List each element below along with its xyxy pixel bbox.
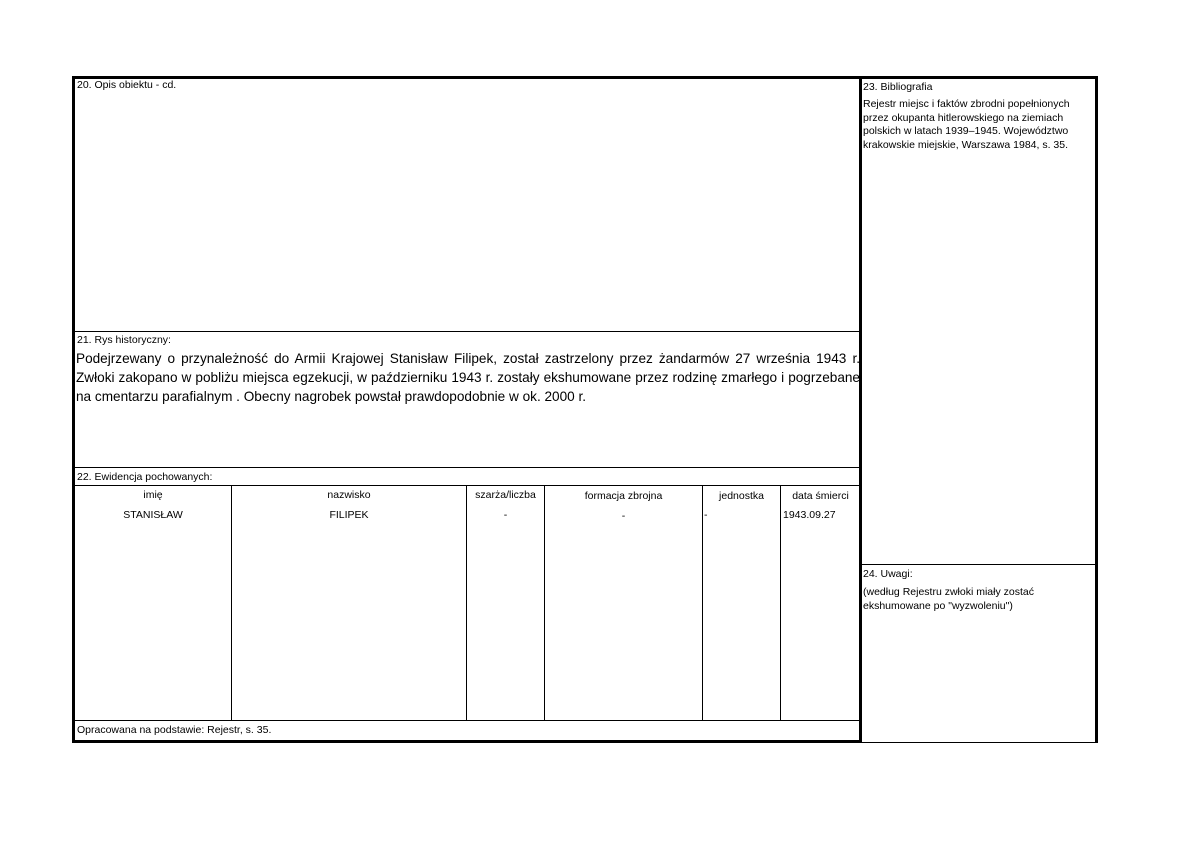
table-row-jednostka: - [704, 509, 708, 521]
table-row-imie: STANISŁAW [123, 509, 183, 521]
opis-label: 20. Opis obiektu - cd. [77, 79, 177, 91]
frame-bottom-border-left [72, 740, 862, 743]
uwagi-text: (według Rejestru zwłoki miały zostać ekshumowane po "wyzwoleniu") [863, 586, 1034, 612]
table-col-line-4 [702, 485, 703, 720]
frame-top-border [72, 76, 1098, 79]
column-header-formacja: formacja zbrojna [584, 490, 663, 502]
divider-opis-rys [75, 331, 860, 332]
ewidencja-label: 22. Ewidencja pochowanych: [77, 471, 213, 483]
ewidencja-footer: Opracowana na podstawie: Rejestr, s. 35. [77, 724, 272, 736]
frame-middle-divider [859, 76, 862, 743]
table-row-formacja: - [621, 510, 626, 522]
rys-label: 21. Rys historyczny: [77, 334, 171, 346]
column-header-data: data śmierci [792, 490, 849, 502]
divider-rys-ewidencja [75, 467, 860, 468]
table-row-data: 1943.09.27 [783, 509, 836, 521]
column-header-szarza: szarża/liczba [475, 489, 536, 501]
table-row-nazwisko: FILIPEK [329, 509, 369, 521]
column-header-nazwisko: nazwisko [327, 489, 371, 501]
divider-bibliografia-uwagi [862, 564, 1096, 565]
bibliografia-text: Rejestr miejsc i faktów zbrodni popełnionych przez okupanta hitlerowskiego na ziemiach polskich w latach 1939–1945. Województwo krakowskie miejskie, Warszawa 1984, s. 35. [863, 98, 1070, 151]
table-col-line-5 [780, 485, 781, 720]
frame-bottom-border-right [861, 742, 1097, 743]
uwagi-label: 24. Uwagi: [863, 568, 913, 580]
column-header-imie: imię [143, 489, 163, 501]
divider-table-footer [75, 720, 860, 721]
frame-left-border [72, 76, 75, 742]
column-header-jednostka: jednostka [719, 490, 764, 502]
rys-text: Podejrzewany o przynależność do Armii Krajowej Stanisław Filipek, został zastrzelony przez żandarmów 27 września 1943 r. Zwłoki zakopano w pobliżu miejsca egzekucji, w październiku 1943 r. zostały ekshumowane przez rodzinę zmarłego i pogrzebane na cmentarzu parafialnym . Obecny nagrobek powstał prawdopodobnie w ok. 2000 r. [76, 351, 860, 404]
bibliografia-label: 23. Bibliografia [863, 81, 933, 93]
frame-right-border [1095, 76, 1098, 743]
divider-ewidencja-label [75, 485, 860, 486]
table-row-szarza: - [503, 509, 508, 521]
